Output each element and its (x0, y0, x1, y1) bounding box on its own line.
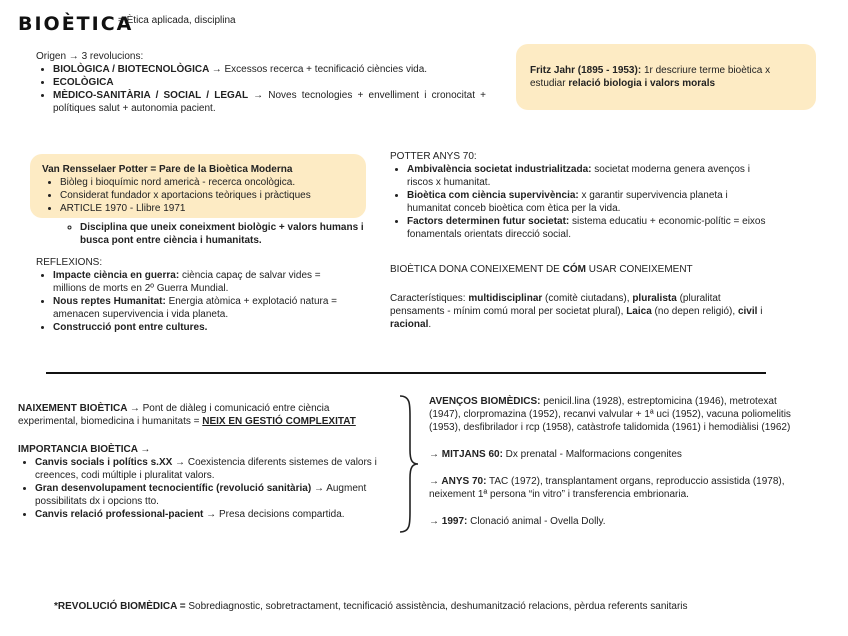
naixement-text: NAIXEMENT BIOÈTICA → Pont de diàleg i comunicació entre ciència experimental, biomedicina i humanitats = NEIX EN GESTIÓ COMPLEXITAT (18, 403, 356, 427)
importancia-list (18, 456, 386, 521)
potter-list (42, 176, 372, 247)
list-item: • Gran desenvolupament tecnocientífic (revolució sanitària) → Augment possibilitats dx i opcions tto. (35, 482, 386, 508)
list-item: • Impacte ciència en guerra: ciència capaç de salvar vides = millions de morts en 2º Guerra Mundial. (53, 269, 356, 295)
avencos-main: AVENÇOS BIOMÈDICS: penicil.lina (1928), estreptomicina (1946), metrotexat (1947), clorpromazina (1952), recanvi valvular + 1ª uci (1952), vacuna poliomelitis (1953), desfibrilador i rcp (1958), catàstrofe talidomida (1961) i hemodiàlisi (1962) (429, 396, 791, 433)
importancia-heading: IMPORTANCIA BIOÈTICA → (18, 444, 151, 455)
list-item: • BIOLÒGICA / BIOTECNOLÒGICA → Excessos recerca + tecnificació ciències vida. (53, 63, 486, 76)
avencos-section (429, 395, 804, 528)
revolucio-biomedica: *REVOLUCIÓ BIOMÈDICA = Sobrediagnostic, sobretractament, tecnificació assistència, deshumanització relacions, pèrdua referents sanitaris (54, 601, 688, 612)
potter70-section (390, 150, 770, 241)
list-item: • Nous reptes Humanitat: Energia atòmica + explotació natura = amenacen supervivencia i vida planeta. (53, 295, 356, 321)
origin-intro: Origen → 3 revolucions: (36, 51, 144, 62)
list-item: • Canvis socials i polítics s.XX → Coexistencia diferents sistemes de valors i creences, codi múltiple i pluralitat valors. (35, 456, 386, 482)
list-item: • Biòleg i bioquímic nord americà - recerca oncològica. (60, 176, 372, 189)
page-subtitle: = Ètica aplicada, disciplina (118, 15, 236, 26)
fritz-jahr-text: Fritz Jahr (1895 - 1953): 1r descriure terme bioètica x estudiar relació biologia i valors morals (530, 65, 771, 89)
list-item: • Factors determinen futur societat: sistema educatiu + economic-polític = eixos fonamentals orientats direcció social. (407, 215, 770, 241)
reflexions-heading: REFLEXIONS: (36, 257, 103, 268)
potter70-list (390, 163, 770, 241)
page-title: BIOÈTICA (18, 13, 134, 35)
curly-brace-icon (396, 394, 420, 534)
list-item: • Construcció pont entre cultures. (53, 321, 356, 334)
list-item: • ARTICLE 1970 - Llibre 1971 ◦ Disciplina que uneix coneixment biològic + valors humans i busca pont entre ciència i humanitats. (60, 202, 372, 247)
section-divider (46, 372, 766, 374)
avencos-60s: → MITJANS 60: Dx prenatal - Malformacions congenites (429, 449, 682, 460)
potter70-heading: POTTER ANYS 70: (390, 151, 477, 162)
characteristics-text: Característiques: multidisciplinar (comitè ciutadans), pluralista (pluralitat pensaments - mínim comú moral per societat plural), Laica (no depen religió), civil i racional. (390, 293, 763, 330)
reflexions-list (36, 269, 356, 334)
origin-section (36, 50, 486, 115)
list-item: • MÈDICO-SANITÀRIA / SOCIAL / LEGAL → Noves tecnologies + envelliment i cronocitat + polítiques salut + autonomia pacient. (53, 89, 486, 115)
reflexions-section (36, 256, 356, 334)
list-item: • Canvis relació professional-pacient → Presa decisions compartida. (35, 508, 386, 521)
potter-section (42, 163, 372, 247)
list-item: • ECOLÒGICA (53, 76, 486, 89)
list-item: • Bioètica com ciència supervivència: x garantir supervivencia planeta i humanitat conceb bioètica com ètica per la vida. (407, 189, 770, 215)
avencos-70s: → ANYS 70: TAC (1972), transplantament organs, reproduccio assistida (1978), neixement 1ª persona “in vitro” i transferencia embrionaria. (429, 476, 785, 500)
potter-heading: Van Rensselaer Potter = Pare de la Bioètica Moderna (42, 164, 293, 175)
potter-sublist (66, 221, 372, 247)
avencos-1997: → 1997: Clonació animal - Ovella Dolly. (429, 516, 606, 527)
list-item: • Ambivalència societat industrialitzada: societat moderna genera avenços i riscos x humanitat. (407, 163, 770, 189)
knowledge-statement: BIOÈTICA DONA CONEIXEMENT DE CÓM USAR CONEIXEMENT (390, 264, 693, 275)
fritz-jahr-box (516, 44, 816, 110)
importancia-section (18, 443, 386, 521)
list-item: • Considerat fundador x aportacions teòriques i pràctiques (60, 189, 372, 202)
list-item: ◦ Disciplina que uneix coneixment biològic + valors humans i busca pont entre ciència i humanitats. (80, 221, 372, 247)
origin-list (36, 63, 486, 115)
